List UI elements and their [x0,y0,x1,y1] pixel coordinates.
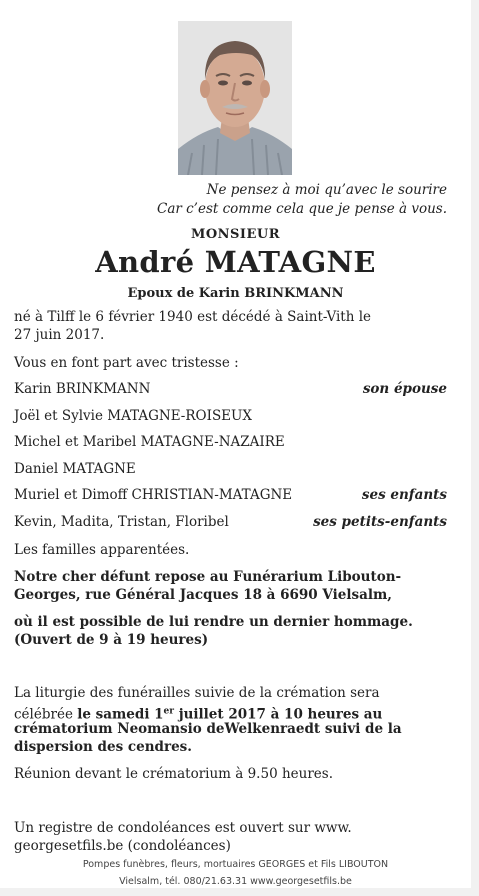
families-line: Les familles apparentées. [14,542,190,558]
family-names: Kevin, Madita, Tristan, Floribel [14,514,229,530]
liturgy-date-a: le samedi 1 [77,706,164,723]
liturgy-line-4: dispersion des cendres. [14,739,192,755]
family-role: ses petits-enfants [313,514,447,530]
spouse-line: Epoux de Karin BRINKMANN [127,286,344,301]
liturgy-date-sup: er [163,706,175,716]
family-role: son épouse [362,381,447,397]
liturgy-plain: célébrée [14,706,78,723]
family-names: Michel et Maribel MATAGNE-NAZAIRE [14,434,285,450]
family-names: Karin BRINKMANN [14,381,151,397]
rest-line-2: Georges, rue Général Jacques 18 à 6690 Vielsalm, [14,587,392,603]
footer-line-1: Pompes funèbres, fleurs, mortuaires GEORGES et Fils LIBOUTON [82,859,389,870]
rest-line-3: où il est possible de lui rendre un dernier hommage. [14,614,413,630]
portrait-photo [178,21,292,175]
quote-line-2: Car c’est comme cela que je pense à vous. [156,201,447,217]
deceased-name: André MATAGNE [95,245,376,279]
family-role: ses enfants [361,487,447,503]
register-line-2: georgesetfils.be (condoléances) [14,838,231,854]
family-names: Joël et Sylvie MATAGNE-ROISEUX [14,408,253,424]
family-row [14,408,447,426]
footer-line-2: Vielsalm, tél. 080/21.63.31 www.georgesetfils.be [119,876,352,887]
family-row [14,514,447,532]
birth-line-1: né à Tilff le 6 février 1940 est décédé à Saint-Vith le [14,309,372,325]
portrait-illustration [178,21,292,175]
liturgy-line-3: crématorium Neomansio deWelkenraedt suivi de la [14,721,402,737]
liturgy-line-1: La liturgie des funérailles suivie de la crémation sera [14,685,380,701]
liturgy-date-b: juillet 2017 à 10 heures au [174,706,383,723]
family-row [14,461,447,479]
family-row [14,381,447,399]
honorific: MONSIEUR [190,227,281,242]
rest-line-4: (Ouvert de 9 à 19 heures) [14,632,209,648]
family-names: Muriel et Dimoff CHRISTIAN-MATAGNE [14,487,293,503]
family-row [14,434,447,452]
family-row [14,487,447,505]
birth-line-2: 27 juin 2017. [14,327,105,343]
quote-line-1: Ne pensez à moi qu’avec le sourire [206,182,447,198]
intro-text: Vous en font part avec tristesse : [14,355,239,371]
register-line-1: Un registre de condoléances est ouvert sur www. [14,820,352,836]
family-names: Daniel MATAGNE [14,461,136,477]
rest-line-1: Notre cher défunt repose au Funérarium Libouton- [14,569,402,585]
meeting-line: Réunion devant le crématorium à 9.50 heures. [14,766,333,782]
